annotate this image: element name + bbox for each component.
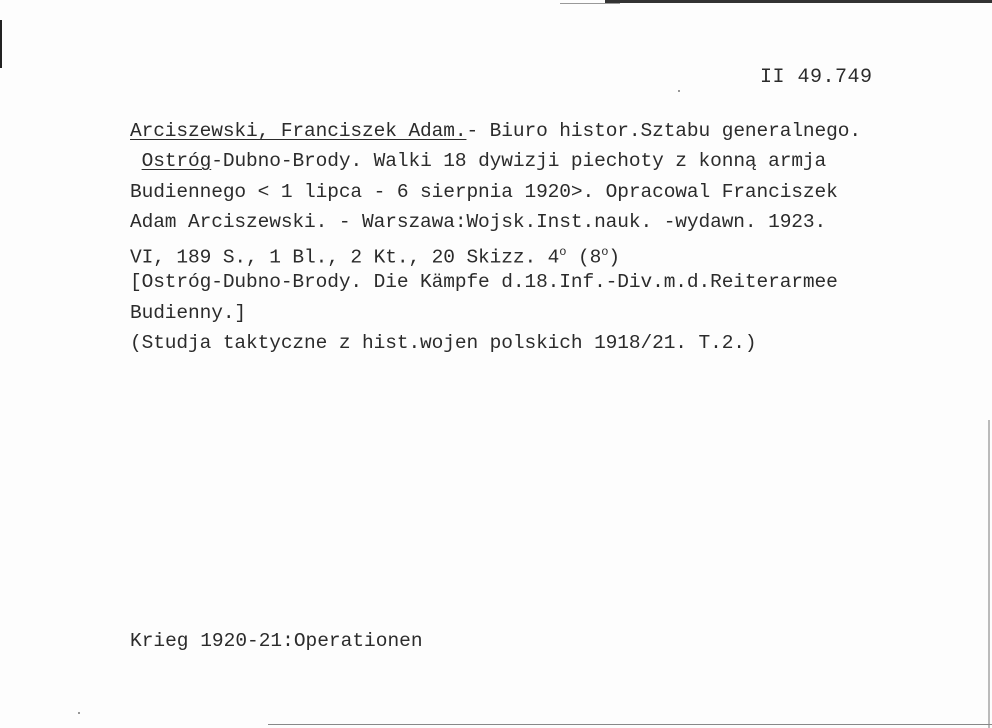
author-heading: Arciszewski, Franciszek Adam. (130, 120, 467, 142)
collation-format: (8 (566, 246, 602, 269)
entry-line-4: Adam Arciszewski. - Warszawa:Wojsk.Inst.nauk. -wydawn. 1923. (130, 210, 827, 233)
entry-line-5 (130, 237, 930, 267)
call-number: II 49.749 (760, 66, 873, 89)
card-top-edge (605, 0, 992, 3)
card-left-mark (0, 20, 2, 68)
entry-line-2-rest: -Dubno-Brody. Walki 18 dywizji piechoty z konną armja (211, 150, 827, 173)
entry-line-6: [Ostróg-Dubno-Brody. Die Kämpfe d.18.Inf.-Div.m.d.Reiterarmee (130, 271, 838, 294)
series-note: (Studja taktyczne z hist.wojen polskich 1918/21. T.2.) (130, 332, 757, 355)
entry-line-1-rest: - Biuro histor.Sztabu generalnego. (466, 120, 861, 142)
catalog-entry (130, 116, 930, 358)
entry-line-1 (130, 116, 930, 146)
degree-mark: o (601, 245, 609, 260)
entry-line-3: Budiennego < 1 lipca - 6 sierpnia 1920>. Opracowal Franciszek (130, 180, 838, 203)
ink-speck (78, 712, 80, 714)
entry-line-2 (130, 146, 930, 176)
subject-heading: Krieg 1920-21:Operationen (130, 630, 423, 652)
entry-line-7: Budienny.] (130, 301, 247, 324)
collation-close: ) (608, 246, 620, 269)
collation: VI, 189 S., 1 Bl., 2 Kt., 20 Skizz. 4 (130, 246, 560, 269)
card-top-edge-thin (560, 3, 620, 4)
title-heading: Ostróg (141, 150, 212, 173)
ink-speck (678, 90, 680, 92)
degree-mark: o (559, 245, 567, 260)
card-right-edge (988, 420, 990, 728)
card-bottom-edge (268, 724, 992, 725)
